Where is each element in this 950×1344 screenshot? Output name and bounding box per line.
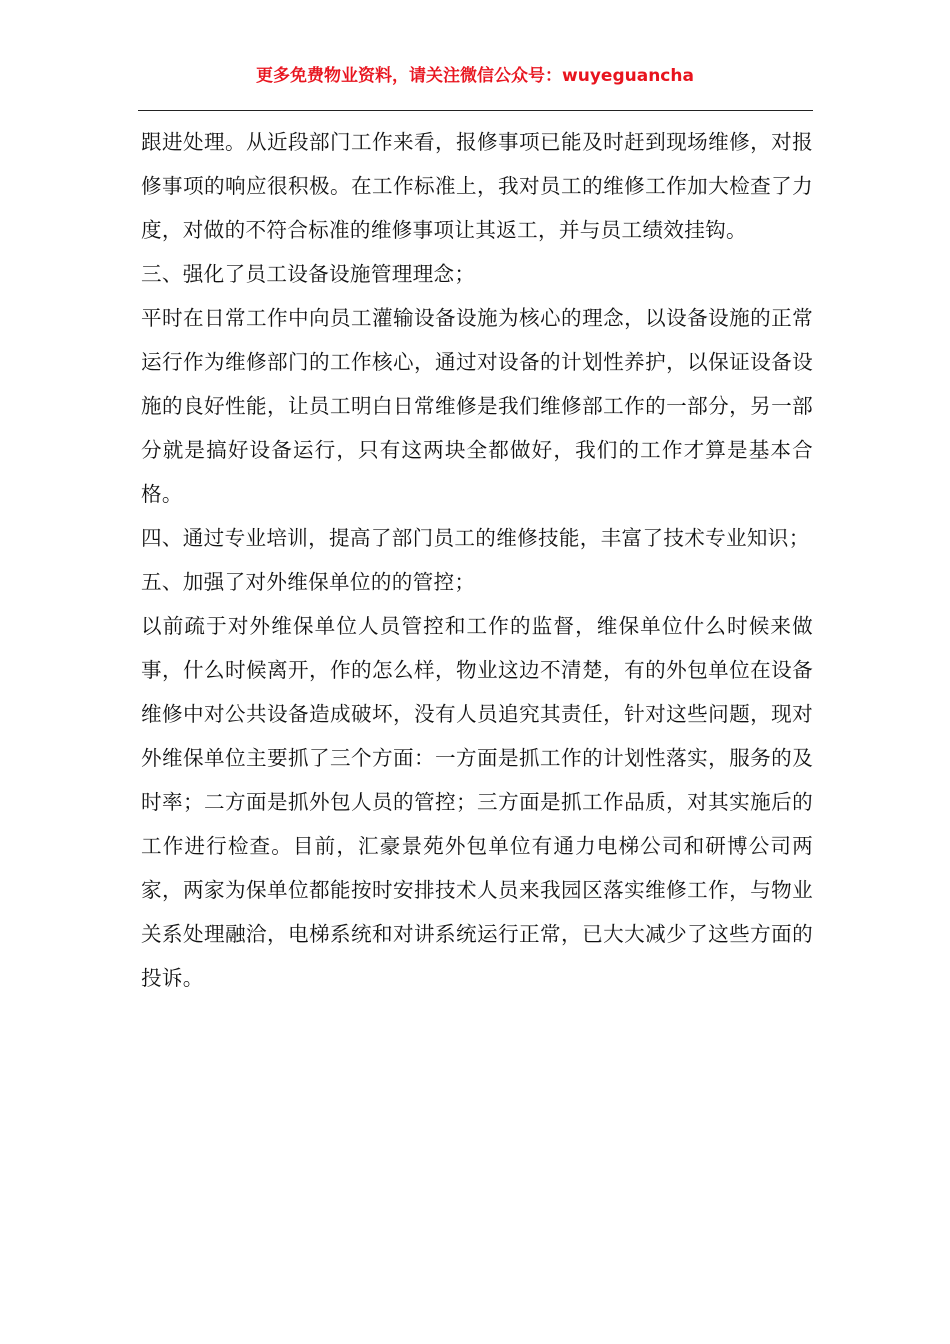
page-header-promo: 更多免费物业资料，请关注微信公众号：wuyeguancha [256,66,694,86]
paragraph-equipment-management: 平时在日常工作中向员工灌输设备设施为核心的理念，以设备设施的正常运行作为维修部门的工作核心，通过对设备的计划性养护，以保证设备设施的良好性能，让员工明白日常维修是我们维修部工作的一部分，另一部分就是搞好设备运行，只有这两块全都做好，我们的工作才算是基本合格。 [141,306,813,506]
heading-section-four: 四、通过专业培训，提高了部门员工的维修技能，丰富了技术专业知识； [141,526,810,550]
heading-section-five: 五、加强了对外维保单位的的管控； [141,570,476,594]
heading-section-three: 三、强化了员工设备设施管理理念； [141,262,476,286]
document-body [141,120,813,1000]
header-divider [138,110,813,111]
paragraph-repair-response: 跟进处理。从近段部门工作来看，报修事项已能及时赶到现场维修，对报修事项的响应很积极。在工作标准上，我对员工的维修工作加大检查了力度，对做的不符合标准的维修事项让其返工，并与员工绩效挂钩。 [141,130,813,242]
paragraph-external-maintenance: 以前疏于对外维保单位人员管控和工作的监督，维保单位什么时候来做事，什么时候离开，作的怎么样，物业这边不清楚，有的外包单位在设备维修中对公共设备造成破坏，没有人员追究其责任，针对这些问题，现对外维保单位主要抓了三个方面：一方面是抓工作的计划性落实，服务的及时率；二方面是抓外包人员的管控；三方面是抓工作品质，对其实施后的工作进行检查。目前，汇豪景苑外包单位有通力电梯公司和研博公司两家，两家为保单位都能按时安排技术人员来我园区落实维修工作，与物业关系处理融洽，电梯系统和对讲系统运行正常，已大大减少了这些方面的投诉。 [141,614,813,990]
